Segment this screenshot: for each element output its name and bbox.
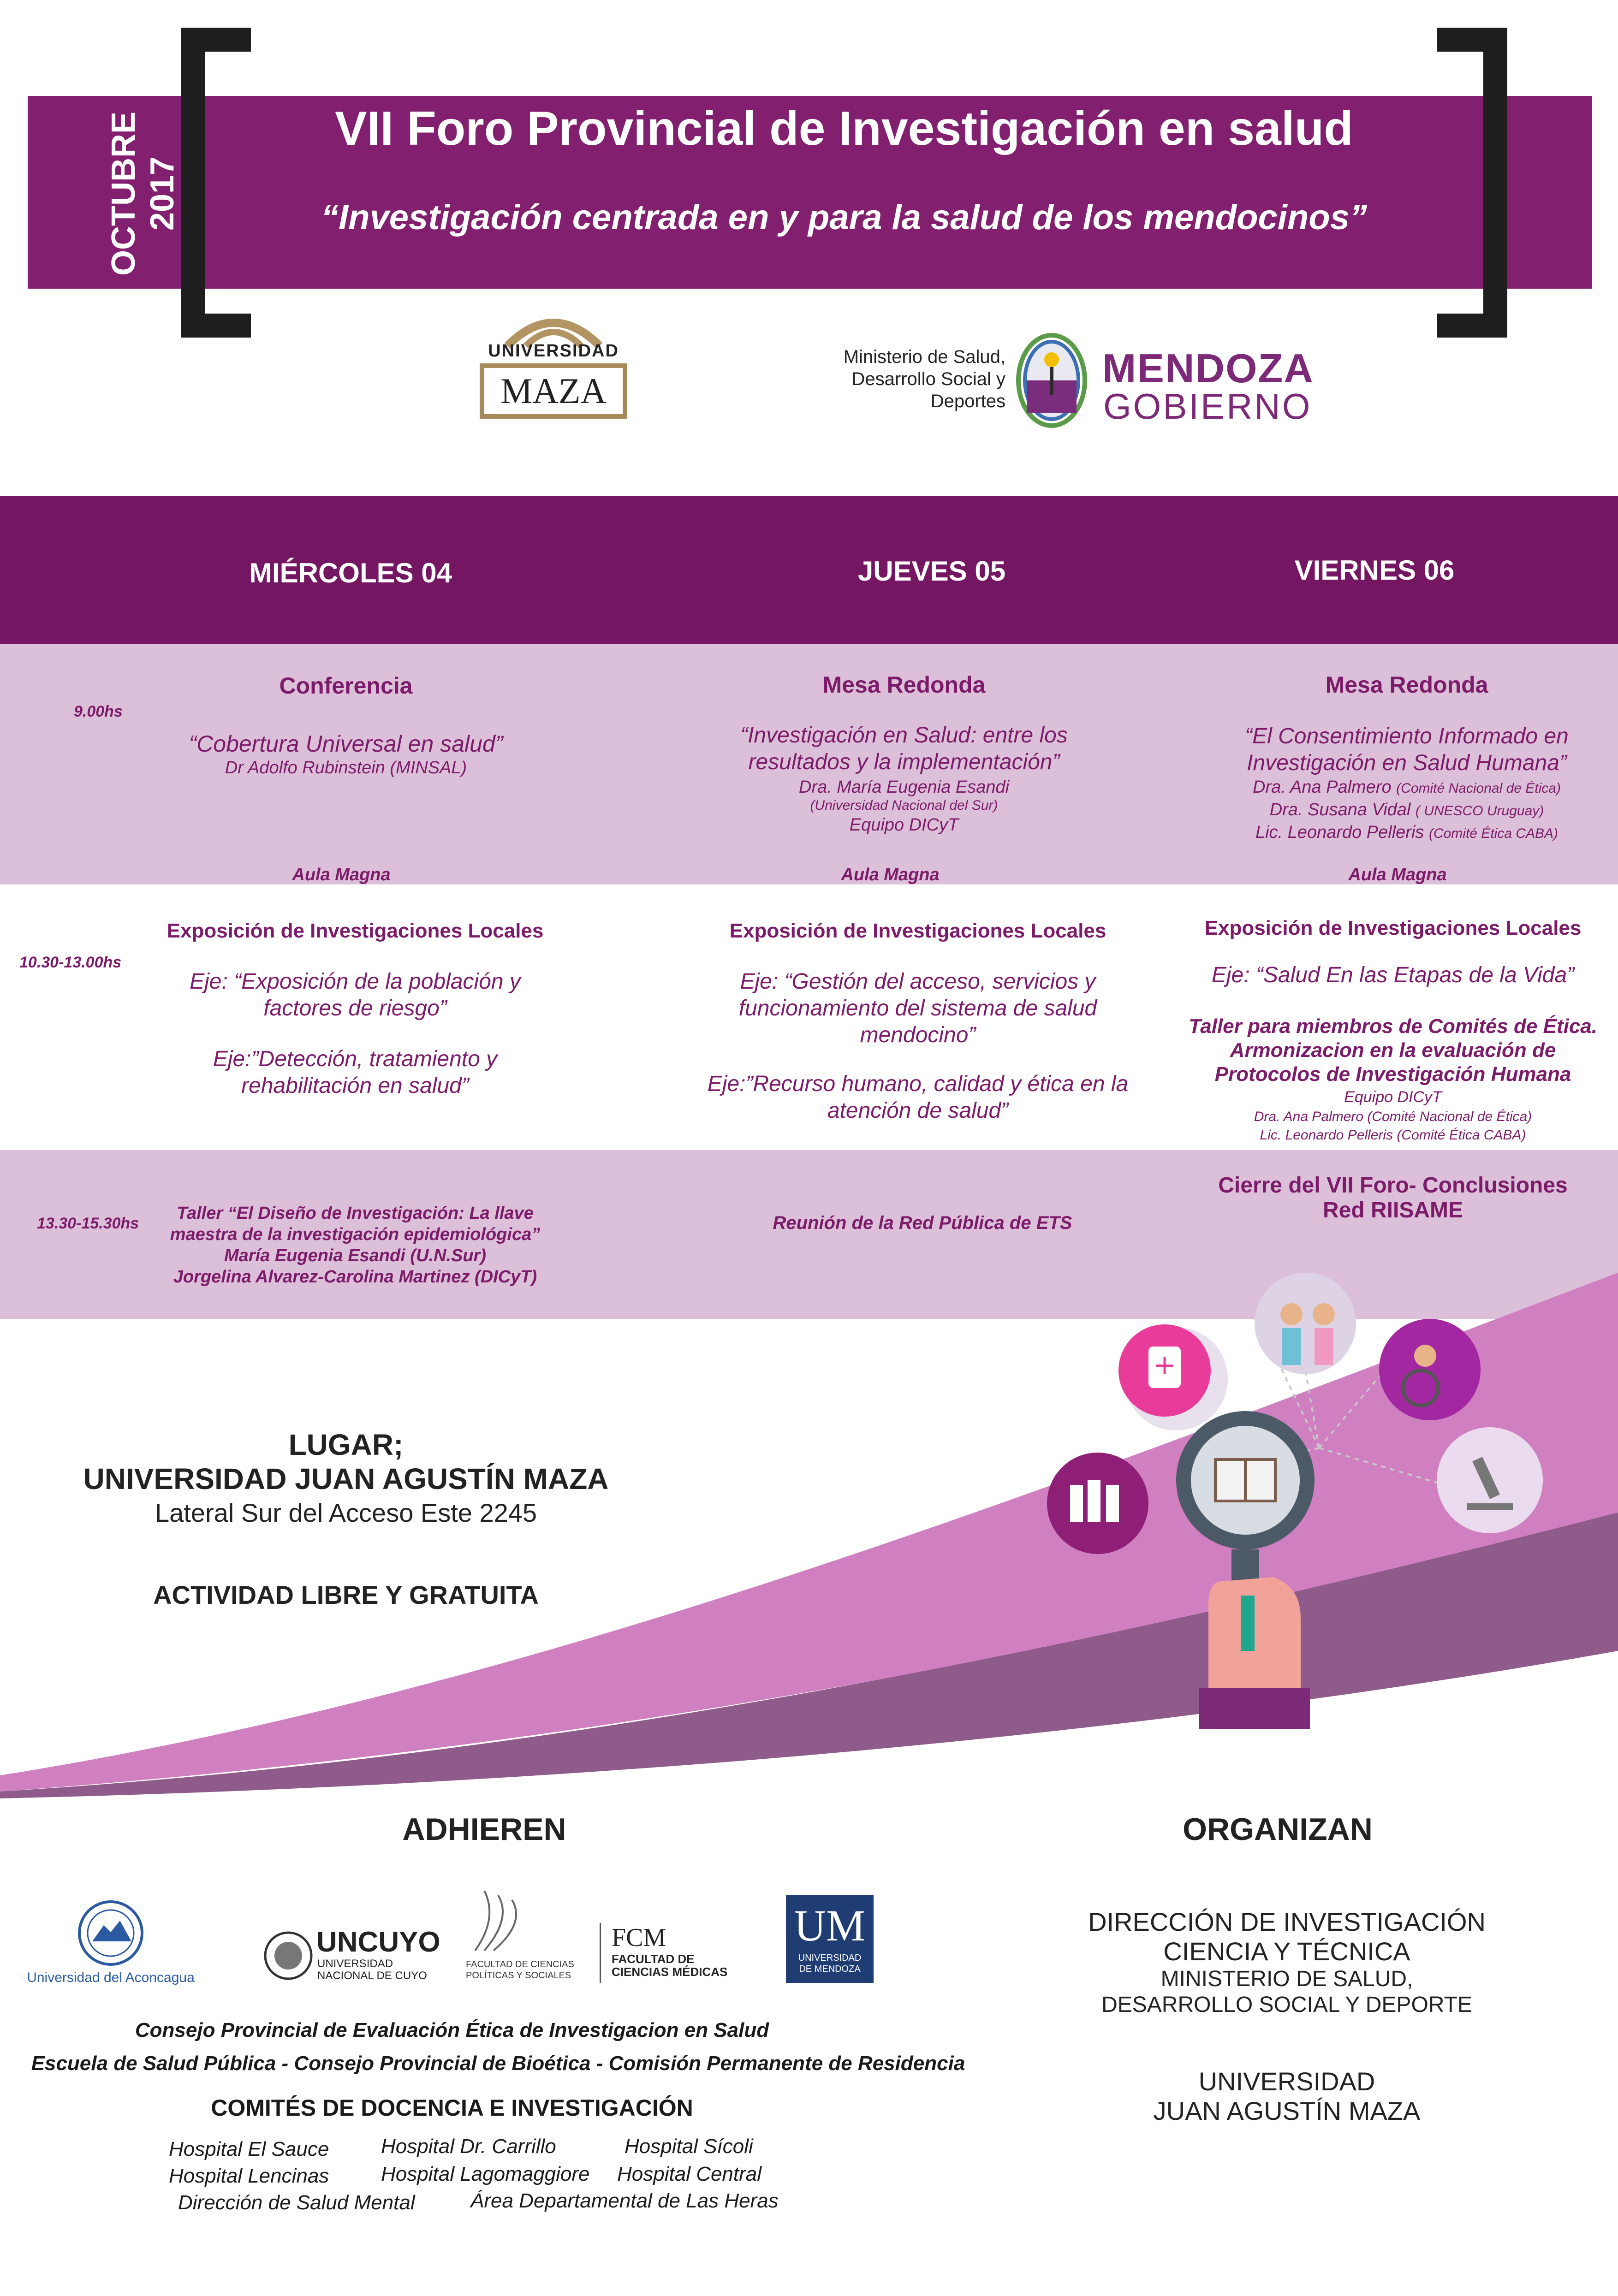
slot1-fri-head: Mesa Redonda (1325, 672, 1488, 698)
ministry-logo (821, 332, 1319, 433)
gobierno-wordmark: GOBIERNO (1103, 386, 1312, 427)
maza-logo (475, 295, 632, 420)
right-bracket-top (1437, 28, 1507, 52)
slot2-wed-eje1: Eje: “Exposición de la población y factores de riesgo” (190, 969, 521, 1020)
slot2-thu-eje2: Eje:”Recurso humano, calidad y ética en la atención de salud” (707, 1072, 1129, 1123)
organizan-title: ORGANIZAN (1183, 1812, 1373, 1847)
hospital-central: Hospital Central (617, 2163, 762, 2185)
slot3-fri-closing: Cierre del VII Foro- Conclusiones Red RIISAME (1218, 1173, 1568, 1222)
um-wordmark: UM (794, 1901, 866, 1950)
slot1-wed-venue: Aula Magna (292, 865, 391, 884)
uncuyo-sub: UNIVERSIDAD NACIONAL DE CUYO (317, 1958, 427, 1982)
logo-fcps (461, 1891, 590, 1983)
hospital-lencinas: Hospital Lencinas (169, 2165, 329, 2187)
slot2-time: 10.30-13.00hs (19, 954, 122, 971)
hospital-el-sauce: Hospital El Sauce (169, 2138, 329, 2160)
uncuyo-seal-icon (263, 1930, 314, 1981)
direccion-salud-mental: Dirección de Salud Mental (178, 2191, 415, 2214)
hospital-lagomaggiore: Hospital Lagomaggiore (381, 2163, 590, 2185)
ministry-line3: Deportes (930, 391, 1005, 411)
divider-vertical (600, 1923, 601, 1983)
uncuyo-wordmark: UNCUYO (316, 1926, 440, 1958)
mendoza-wordmark: MENDOZA (1102, 345, 1314, 391)
slot2-thu-eje1: Eje: “Gestión del acceso, servicios y funcionamiento del sistema de salud mendocino” (738, 969, 1097, 1047)
ministry-line2: Desarrollo Social y (851, 369, 1005, 389)
place-name: UNIVERSIDAD JUAN AGUSTÍN MAZA (83, 1462, 609, 1495)
slot1-wed-head: Conferencia (279, 673, 413, 699)
logo-universidad-mendoza (786, 1895, 874, 1983)
um-label: UNIVERSIDAD DE MENDOZA (798, 1953, 862, 1974)
maza-logo-box (480, 363, 627, 419)
day-thursday: JUEVES 05 (857, 556, 1006, 587)
fcm-wordmark: FCM (612, 1923, 666, 1952)
page-subtitle: “Investigación centrada en y para la salud de los mendocinos” (321, 198, 1367, 237)
slot2-thu-head: Exposición de Investigaciones Locales (729, 920, 1106, 942)
logo-uncuyo (263, 1926, 447, 1986)
place-address: Lateral Sur del Acceso Este 2245 (155, 1498, 537, 1527)
slot1-thu-speaker: Dra. María Eugenia Esandi (798, 777, 1010, 797)
organizer-umaza: UNIVERSIDAD JUAN AGUSTÍN MAZA (1153, 2067, 1421, 2125)
left-bracket-top (181, 28, 251, 52)
ministry-line1: Ministerio de Salud, (843, 347, 1005, 367)
slot2-wed-eje2: Eje:”Detección, tratamiento y rehabilitación en salud” (213, 1047, 498, 1098)
adhieren-line2: Escuela de Salud Pública - Consejo Provincial de Bioética - Comisión Permanente de Residencia (31, 2052, 965, 2075)
date-month: OCTUBRE (105, 112, 142, 276)
organizer-dicyt: DIRECCIÓN DE INVESTIGACIÓN CIENCIA Y TÉCNICA MINISTERIO DE SALUD, DESARROLLO SOCIAL Y DEPORTE (1088, 1907, 1486, 2017)
slot1-wed-speaker: Dr Adolfo Rubinstein (MINSAL) (225, 758, 467, 777)
slot2-fri-taller: Taller para miembros de Comités de Ética. Armonizacion en la evaluación de Protocolos de Investigación Humana (1188, 1015, 1597, 1086)
maza-logo-name: MAZA (500, 371, 607, 411)
slot1-wed-talk: “Cobertura Universal en salud” (189, 731, 503, 757)
adhieren-line1: Consejo Provincial de Evaluación Ética de Investigacion en Salud (135, 2019, 769, 2041)
slot1-fri-venue: Aula Magna (1348, 865, 1447, 884)
place-label: LUGAR; (288, 1428, 404, 1461)
slot1-thu-head: Mesa Redonda (822, 672, 986, 698)
slot3-wed-taller: Taller “El Diseño de Investigación: La llave maestra de la investigación epidemiológica” María Eugenia Esandi (U.N.Sur) Jorgelina Alvarez-Carolina Martinez (DICyT) (170, 1204, 541, 1287)
svg-text:+: + (1153, 1349, 1177, 1381)
fcps-sail-icon (466, 1891, 530, 1955)
slot1-fri-talk: “El Consentimiento Informado en Investigación en Salud Humana” (1245, 724, 1569, 775)
slot2-fri-eje: Eje: “Salud En las Etapas de la Vida” (1211, 963, 1575, 987)
right-bracket-vertical (1483, 28, 1507, 338)
mendoza-shield-icon (1015, 332, 1089, 429)
slot1-thu-talk: “Investigación en Salud: entre los resultados y la implementación” (740, 723, 1068, 774)
hospital-sicoli: Hospital Sícoli (625, 2135, 753, 2158)
date-year: 2017 (144, 156, 181, 231)
slot3-thu-meeting: Reunión de la Red Pública de ETS (773, 1213, 1072, 1233)
left-bracket-bottom (181, 314, 251, 338)
aconcagua-seal-icon (69, 1900, 152, 1969)
event-date (74, 101, 212, 286)
maza-logo-top: UNIVERSIDAD (488, 341, 619, 361)
adhieren-title: ADHIEREN (402, 1812, 566, 1847)
slot1-fri-speakers: Dra. Ana Palmero (Comité Nacional de Ética) Dra. Susana Vidal ( UNESCO Uruguay) Lic. Leonardo Pelleris (Comité Ética CABA) (1253, 777, 1561, 842)
area-las-heras: Área Departamental de Las Heras (470, 2189, 779, 2212)
logo-fcm (612, 1923, 741, 1987)
fcm-label: FACULTAD DE CIENCIAS MÉDICAS (612, 1952, 728, 1979)
slot2-fri-head: Exposición de Investigaciones Locales (1204, 917, 1582, 939)
free-activity: ACTIVIDAD LIBRE Y GRATUITA (153, 1580, 539, 1609)
health-research-illustration (1042, 1264, 1596, 1734)
committees-title: COMITÉS DE DOCENCIA E INVESTIGACIÓN (211, 2095, 693, 2121)
slot2-wed-head: Exposición de Investigaciones Locales (167, 920, 544, 942)
slot3-time: 13.30-15.30hs (37, 1215, 139, 1232)
slot2-fri-team: Equipo DICyT Dra. Ana Palmero (Comité Nacional de Ética) Lic. Leonardo Pelleris (Comité Ética CABA) (1254, 1088, 1532, 1143)
slot1-thu-affil: (Universidad Nacional del Sur) (810, 798, 998, 813)
slot1-thu-venue: Aula Magna (841, 865, 940, 884)
day-friday: VIERNES 06 (1294, 555, 1455, 586)
aconcagua-label: Universidad del Aconcagua (27, 1970, 195, 1985)
fcps-label: FACULTAD DE CIENCIAS POLÍTICAS Y SOCIALES (466, 1959, 574, 1981)
right-bracket-bottom (1437, 314, 1507, 338)
logo-universidad-aconcagua (18, 1900, 203, 1992)
slot1-time: 9.00hs (74, 703, 123, 720)
page-title: VII Foro Provincial de Investigación en salud (335, 102, 1353, 155)
slot1-thu-team: Equipo DICyT (849, 815, 959, 835)
day-wednesday: MIÉRCOLES 04 (249, 558, 452, 588)
hospital-dr-carrillo: Hospital Dr. Carrillo (381, 2135, 556, 2158)
